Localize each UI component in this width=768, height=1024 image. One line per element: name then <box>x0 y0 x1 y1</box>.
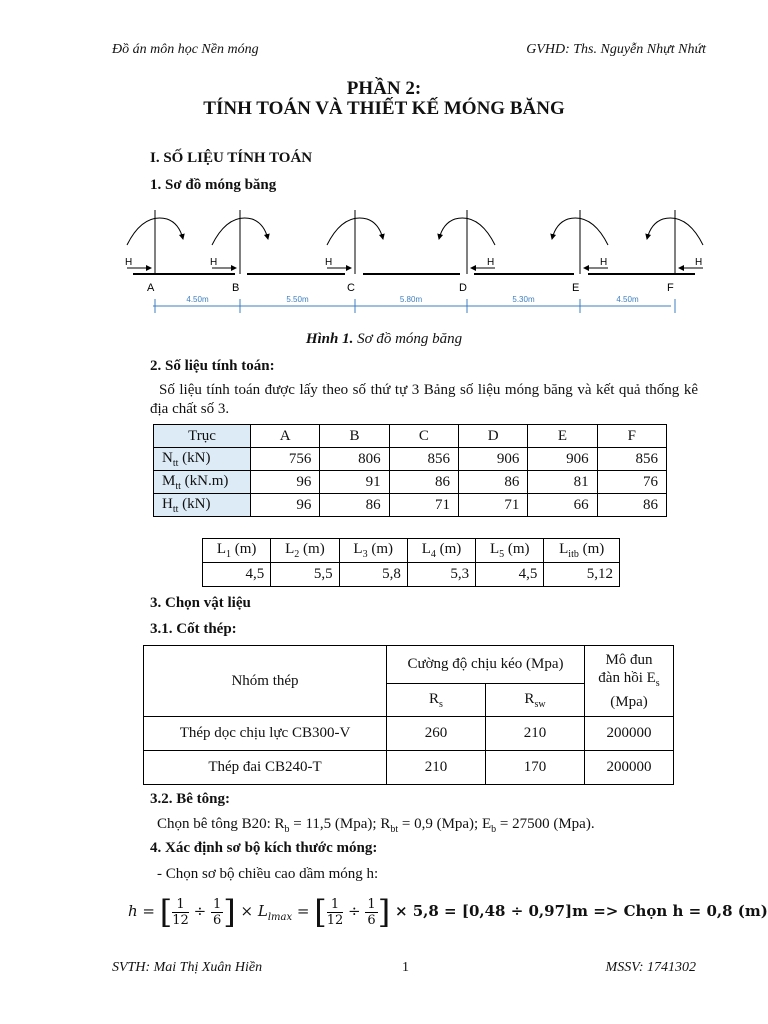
caption-label: Hình 1. <box>305 331 354 347</box>
table-cell: 71 <box>458 494 527 517</box>
footer-student-id: MSSV: 1741302 <box>605 960 696 975</box>
beam-height-formula: h = [ $\frac{1}{12}$ ÷ $\frac{1}{6}$ ] × $L_{lmax}$ = [ $\frac{1}{12}$ ÷ $\frac{1}{6}$ ] × 5,8 = [0,48 ÷ 0,97]m => Chọn h = 0,8 (m) <box>128 893 768 931</box>
axis-label: A <box>147 282 155 294</box>
axis-label: D <box>459 282 467 294</box>
table-cell: 906 <box>458 448 527 471</box>
caption-text: Sơ đồ móng băng <box>353 331 463 347</box>
table-row <box>154 471 667 494</box>
modulus-line2: đàn hồi E <box>598 670 656 686</box>
axis-F: F <box>597 425 666 448</box>
table-cell: 86 <box>320 494 389 517</box>
table-cell: 96 <box>251 471 320 494</box>
rs-header: $R_s$ <box>387 684 486 717</box>
table-cell: 66 <box>528 494 597 517</box>
subsection-diagram: 1. Sơ đồ móng băng <box>150 177 277 193</box>
steel-name: Thép đai CB240-T <box>144 751 387 785</box>
spans-table <box>202 538 620 587</box>
strip-foundation-diagram <box>115 205 715 325</box>
axis-E: E <box>528 425 597 448</box>
steel-es: 200000 <box>585 717 674 751</box>
table-cell: 91 <box>320 471 389 494</box>
span-dimension: 5.50m <box>286 295 309 304</box>
table-cell: 76 <box>597 471 666 494</box>
data-paragraph: Số liệu tính toán được lấy theo số thứ tự 3 Bảng số liệu móng băng và kết quả thống kê địa chất số 3. <box>150 382 698 417</box>
span-header: $L_5$ (m) <box>476 539 544 563</box>
part-title: PHẦN 2: <box>346 78 422 99</box>
span-value: 5,12 <box>544 563 620 587</box>
force-label: H <box>695 257 703 268</box>
span-header: $L_1$ (m) <box>203 539 271 563</box>
modulus-header <box>585 646 674 717</box>
dimension-line: - Chọn sơ bộ chiều cao dầm móng h: <box>157 866 379 882</box>
span-value: 5,5 <box>271 563 339 587</box>
table-row <box>144 751 674 785</box>
span-value: 4,5 <box>476 563 544 587</box>
table-cell: 86 <box>389 471 458 494</box>
tensile-header: Cường độ chịu kéo (Mpa) <box>387 646 585 684</box>
force-label: H <box>125 257 133 268</box>
steel-es: 200000 <box>585 751 674 785</box>
steel-group-header: Nhóm thép <box>144 646 387 717</box>
axis-label: C <box>347 282 355 294</box>
steel-rsw: 210 <box>486 717 585 751</box>
figure-caption <box>0 331 768 348</box>
table-cell: 81 <box>528 471 597 494</box>
table-row <box>154 494 667 517</box>
table-cell: 856 <box>597 448 666 471</box>
row-label: $H_{tt}$ (kN) <box>154 494 251 517</box>
steel-rs: 260 <box>387 717 486 751</box>
force-label: H <box>210 257 218 268</box>
subsection-concrete: 3.2. Bê tông: <box>150 791 230 807</box>
subsection-dimensions: 4. Xác định sơ bộ kích thước móng: <box>150 840 378 856</box>
page-title: TÍNH TOÁN VÀ THIẾT KẾ MÓNG BĂNG <box>203 98 565 119</box>
span-dimension: 5.30m <box>512 295 535 304</box>
table-cell: 86 <box>597 494 666 517</box>
concrete-line: Chọn bê tông B20: $R_b = 11,5$ (Mpa); $R_{bt} = 0,9$ (Mpa); $E_b = 27500$ (Mpa). <box>157 816 595 835</box>
row-label: $M_{tt}$ (kN.m) <box>154 471 251 494</box>
steel-rs: 210 <box>387 751 486 785</box>
rsw-header: $R_{sw}$ <box>486 684 585 717</box>
span-header: $L_{itb}$ (m) <box>544 539 620 563</box>
subsection-data: 2. Số liệu tính toán: <box>150 358 275 374</box>
span-value: 4,5 <box>203 563 271 587</box>
axis-header: Trục <box>154 425 251 448</box>
modulus-sub: s <box>655 678 660 689</box>
table-row <box>154 448 667 471</box>
span-header: $L_4$ (m) <box>407 539 475 563</box>
section-heading: I. SỐ LIỆU TÍNH TOÁN <box>150 150 313 166</box>
table-cell: 96 <box>251 494 320 517</box>
axis-label: F <box>667 282 674 294</box>
force-label: H <box>325 257 333 268</box>
axis-label: B <box>232 282 240 294</box>
span-dimension: 5.80m <box>399 295 423 304</box>
span-header: $L_2$ (m) <box>271 539 339 563</box>
table-cell: 856 <box>389 448 458 471</box>
force-label: H <box>487 257 495 268</box>
page-number: 1 <box>402 960 409 975</box>
force-label: H <box>600 257 608 268</box>
loads-table <box>153 424 667 517</box>
axis-C: C <box>389 425 458 448</box>
span-value: 5,3 <box>407 563 475 587</box>
table-cell: 71 <box>389 494 458 517</box>
span-value: 5,8 <box>339 563 407 587</box>
table-cell: 906 <box>528 448 597 471</box>
axis-D: D <box>458 425 527 448</box>
footer-student: SVTH: Mai Thị Xuân Hiền <box>112 960 263 975</box>
row-label: $N_{tt}$ (kN) <box>154 448 251 471</box>
axis-B: B <box>320 425 389 448</box>
subsection-materials: 3. Chọn vật liệu <box>150 595 251 611</box>
span-dimension: 4.50m <box>616 295 639 304</box>
table-row <box>144 717 674 751</box>
steel-table <box>143 645 674 785</box>
span-header: $L_3$ (m) <box>339 539 407 563</box>
axis-label: E <box>572 282 580 294</box>
modulus-line3: (Mpa) <box>610 694 648 710</box>
header-instructor: GVHD: Ths. Nguyễn Nhựt Nhứt <box>526 42 706 57</box>
steel-name: Thép dọc chịu lực CB300-V <box>144 717 387 751</box>
subsection-steel: 3.1. Cốt thép: <box>150 621 237 637</box>
table-cell: 86 <box>458 471 527 494</box>
table-cell: 756 <box>251 448 320 471</box>
axis-A: A <box>251 425 320 448</box>
table-cell: 806 <box>320 448 389 471</box>
steel-rsw: 170 <box>486 751 585 785</box>
span-dimension: 4.50m <box>186 295 209 304</box>
modulus-line1: Mô đun <box>605 652 653 668</box>
header-course: Đồ án môn học Nền móng <box>112 42 259 57</box>
